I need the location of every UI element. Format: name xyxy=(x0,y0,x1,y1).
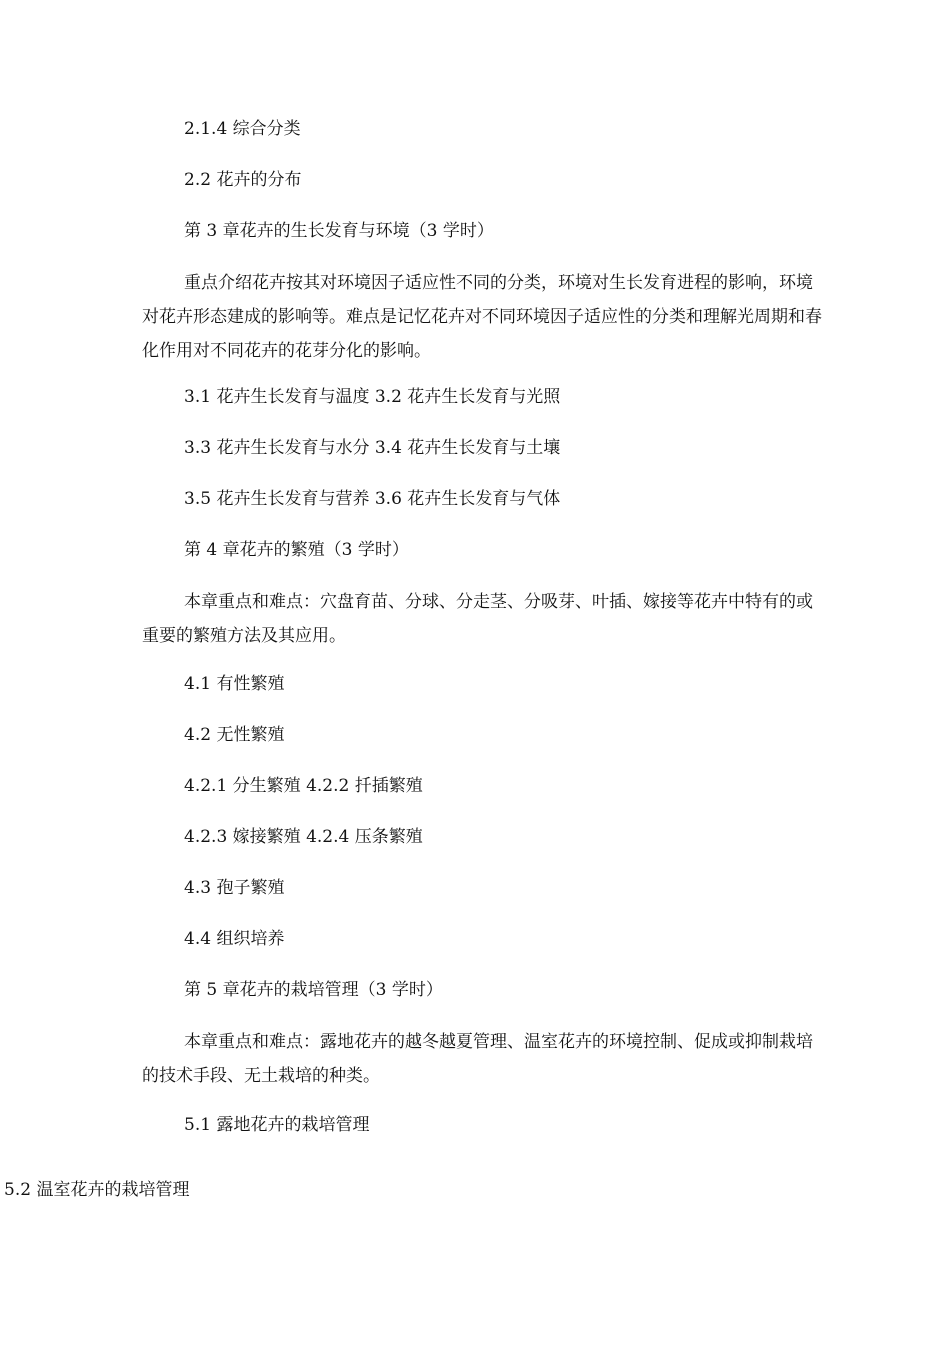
heading-2-2: 2.2 花卉的分布 xyxy=(184,170,302,190)
section-4-2-3-4-2-4: 4.2.3 嫁接繁殖 4.2.4 压条繁殖 xyxy=(184,827,423,847)
chapter-3-summary: 重点介绍花卉按其对环境因子适应性不同的分类，环境对生长发育进程的影响，环境对花卉形态建成的影响等。难点是记忆花卉对不同环境因子适应性的分类和理解光周期和春化作用对不同花卉的花芽分化的影响。 xyxy=(142,273,822,361)
section-3-5-3-6: 3.5 花卉生长发育与营养 3.6 花卉生长发育与气体 xyxy=(184,489,561,509)
section-3-3-3-4: 3.3 花卉生长发育与水分 3.4 花卉生长发育与土壤 xyxy=(184,438,561,458)
section-4-1: 4.1 有性繁殖 xyxy=(184,674,285,694)
section-3-1-3-2: 3.1 花卉生长发育与温度 3.2 花卉生长发育与光照 xyxy=(184,387,561,407)
chapter-5-title: 第 5 章花卉的栽培管理（3 学时） xyxy=(184,980,443,1000)
chapter-5-summary: 本章重点和难点：露地花卉的越冬越夏管理、温室花卉的环境控制、促成或抑制栽培的技术手段、无土栽培的种类。 xyxy=(142,1032,813,1086)
chapter-4-summary: 本章重点和难点：穴盘育苗、分球、分走茎、分吸芽、叶插、嫁接等花卉中特有的或重要的繁殖方法及其应用。 xyxy=(142,592,813,646)
section-4-2-1-4-2-2: 4.2.1 分生繁殖 4.2.2 扦插繁殖 xyxy=(184,776,423,796)
heading-2-1-4: 2.1.4 综合分类 xyxy=(184,119,301,139)
section-4-3: 4.3 孢子繁殖 xyxy=(184,878,285,898)
section-4-4: 4.4 组织培养 xyxy=(184,929,285,949)
chapter-3-title: 第 3 章花卉的生长发育与环境（3 学时） xyxy=(184,221,494,241)
section-5-1: 5.1 露地花卉的栽培管理 xyxy=(184,1115,370,1135)
section-5-2-overflow-text: 5.2 温室花卉的栽培管理 xyxy=(4,1180,190,1200)
chapter-4-title: 第 4 章花卉的繁殖（3 学时） xyxy=(184,540,409,560)
section-4-2: 4.2 无性繁殖 xyxy=(184,725,285,745)
